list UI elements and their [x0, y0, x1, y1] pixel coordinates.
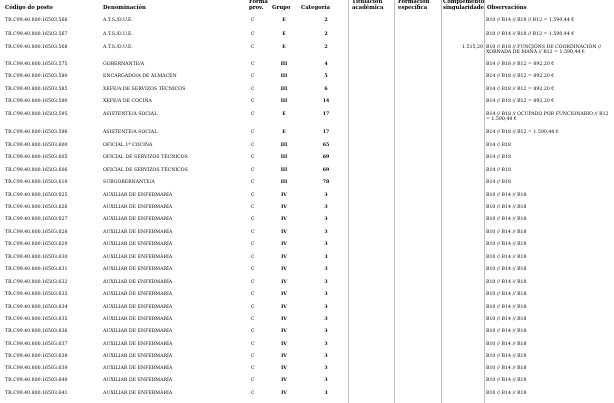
cell-categoria: 3	[324, 242, 328, 247]
cell-forma-prov: C	[251, 180, 255, 185]
cell-denominacion: AUXILIAR DE ENFERMARÍA	[103, 205, 173, 210]
cell-grupo: IV	[281, 305, 287, 310]
cell-categoria: 78	[322, 180, 330, 185]
cell-codigo: TR.C99.40.800.16503.626	[5, 205, 68, 210]
cell-codigo: TR.C99.40.800.16503.631	[5, 267, 68, 272]
cell-forma-prov: C	[251, 74, 255, 79]
cell-grupo: IV	[281, 354, 287, 359]
header-codigo: Código do posto	[5, 5, 53, 11]
header-complemento-2: singularidade	[443, 5, 484, 11]
cell-forma-prov: C	[251, 205, 255, 210]
cell-denominacion: OFICIAL DE SERVIZOS TÉCNICOS	[103, 168, 188, 173]
cell-denominacion: AUXILIAR DE ENFERMARÍA	[103, 292, 173, 297]
cell-observacions: B10 // B14 // B18	[486, 366, 527, 371]
cell-categoria: 6	[324, 87, 328, 92]
header-forma-prov-1: Forma	[249, 0, 268, 5]
cell-codigo: TR.C99.40.800.16503.566	[5, 18, 68, 23]
cell-categoria: 3	[324, 255, 328, 260]
cell-categoria: 3	[324, 305, 328, 310]
cell-codigo: TR.C99.40.800.16503.641	[5, 391, 68, 396]
cell-observacions: B10 // B14 // B18	[486, 217, 527, 222]
cell-observacions: B10 // B14 // B18	[486, 267, 527, 272]
header-complemento-1: Complemento	[443, 0, 485, 5]
cell-observacions: B10 // B14 // B18	[486, 378, 527, 383]
column-divider	[441, 0, 442, 403]
cell-categoria: 4	[324, 62, 328, 67]
cell-categoria: 2	[324, 18, 328, 23]
cell-forma-prov: C	[251, 267, 255, 272]
cell-denominacion: AUXILIAR DE ENFERMARÍA	[103, 391, 173, 396]
cell-observacions: B14 // B18 // B12 = 1.590,44 €	[486, 130, 559, 135]
cell-grupo: IV	[281, 242, 287, 247]
cell-forma-prov: C	[251, 143, 255, 148]
cell-denominacion: AUXILIAR DE ENFERMARÍA	[103, 342, 173, 347]
cell-codigo: TR.C99.40.800.16503.580	[5, 74, 68, 79]
cell-forma-prov: C	[251, 112, 255, 117]
cell-observacions: B10 // B14 // B18	[486, 305, 527, 310]
cell-categoria: 17	[322, 112, 330, 117]
cell-forma-prov: C	[251, 329, 255, 334]
cell-denominacion: AUXILIAR DE ENFERMARÍA	[103, 242, 173, 247]
cell-observacions: B10 // B14 // B18	[486, 317, 527, 322]
cell-observacions: B14 // B18 // OCUPADO POR FUNCIONARIO // B12 = 1.590,44 €	[486, 112, 609, 122]
cell-codigo: TR.C99.40.800.16503.638	[5, 354, 68, 359]
cell-codigo: TR.C99.40.800.16503.636	[5, 329, 68, 334]
cell-categoria: 3	[324, 329, 328, 334]
cell-forma-prov: C	[251, 242, 255, 247]
cell-forma-prov: C	[251, 230, 255, 235]
cell-grupo: E	[282, 18, 286, 23]
cell-denominacion: AUXILIAR DE ENFERMARÍA	[103, 267, 173, 272]
cell-grupo: IV	[281, 255, 287, 260]
cell-observacions: B10 // B14 // B18	[486, 255, 527, 260]
cell-codigo: TR.C99.40.800.16503.637	[5, 342, 68, 347]
cell-forma-prov: C	[251, 354, 255, 359]
cell-categoria: 3	[324, 280, 328, 285]
cell-codigo: TR.C99.40.800.16503.634	[5, 305, 68, 310]
cell-categoria: 3	[324, 391, 328, 396]
cell-codigo: TR.C99.40.800.16503.600	[5, 143, 68, 148]
cell-observacions: B10 // B14 // B18	[486, 230, 527, 235]
cell-codigo: TR.C99.40.800.16503.568	[5, 45, 68, 50]
cell-codigo: TR.C99.40.800.16503.575	[5, 62, 68, 67]
cell-complemento: 1.515,20	[462, 45, 483, 50]
cell-observacions: B14 // B18 // B12 = 892,20 €	[486, 62, 555, 67]
cell-observacions: B14 // B18	[486, 168, 511, 173]
cell-observacions: B10 // B14 // B18	[486, 292, 527, 297]
cell-grupo: III	[280, 99, 288, 104]
cell-codigo: TR.C99.40.800.16503.610	[5, 180, 68, 185]
cell-denominacion: AUXILIAR DE ENFERMARÍA	[103, 280, 173, 285]
cell-grupo: IV	[281, 329, 287, 334]
cell-forma-prov: C	[251, 305, 255, 310]
cell-grupo: E	[282, 130, 286, 135]
cell-codigo: TR.C99.40.800.16503.630	[5, 255, 68, 260]
cell-categoria: 3	[324, 366, 328, 371]
cell-forma-prov: C	[251, 62, 255, 67]
cell-grupo: III	[280, 62, 288, 67]
cell-categoria: 14	[322, 99, 330, 104]
cell-categoria: 3	[324, 267, 328, 272]
cell-grupo: III	[280, 74, 288, 79]
cell-forma-prov: C	[251, 378, 255, 383]
cell-categoria: 17	[322, 130, 330, 135]
cell-codigo: TR.C99.40.800.16503.632	[5, 280, 68, 285]
cell-grupo: III	[280, 143, 288, 148]
cell-grupo: IV	[281, 267, 287, 272]
header-formacion-2: específica	[398, 5, 428, 11]
cell-observacions: B10 // B14 // B18	[486, 329, 527, 334]
cell-observacions: B10 // B14 // B18	[486, 193, 527, 198]
cell-categoria: 65	[322, 143, 330, 148]
cell-categoria: 69	[322, 155, 330, 160]
column-divider	[394, 0, 395, 403]
cell-grupo: III	[280, 168, 288, 173]
cell-denominacion: ENCARGADO/A DE ALMACÉN	[103, 74, 177, 79]
cell-codigo: TR.C99.40.800.16503.585	[5, 87, 68, 92]
column-divider	[348, 0, 349, 403]
cell-forma-prov: C	[251, 217, 255, 222]
cell-observacions: B10 // B14 // B18 // B12 = 1.590,44 €	[486, 32, 575, 37]
cell-observacions: B14 // B18 // B12 = 892,20 €	[486, 74, 555, 79]
cell-denominacion: AUXILIAR DE ENFERMARÍA	[103, 305, 173, 310]
header-grupo: Grupo	[272, 5, 291, 11]
cell-forma-prov: C	[251, 18, 255, 23]
cell-grupo: IV	[281, 391, 287, 396]
cell-observacions: B14 // B18 // B12 = 892,20 €	[486, 99, 555, 104]
header-forma-prov-2: prov.	[249, 5, 264, 11]
cell-observacions: B10 // B14 // B18	[486, 280, 527, 285]
cell-codigo: TR.C99.40.800.16503.596	[5, 130, 68, 135]
cell-forma-prov: C	[251, 342, 255, 347]
cell-observacions: B14 // B18	[486, 155, 511, 160]
column-divider	[484, 0, 485, 403]
cell-grupo: IV	[281, 205, 287, 210]
cell-codigo: TR.C99.40.800.16503.640	[5, 378, 68, 383]
cell-forma-prov: C	[251, 45, 255, 50]
cell-observacions: B10 // B14 // B18	[486, 242, 527, 247]
cell-forma-prov: C	[251, 292, 255, 297]
cell-denominacion: AUXILIAR DE ENFERMARÍA	[103, 230, 173, 235]
cell-grupo: IV	[281, 217, 287, 222]
cell-forma-prov: C	[251, 280, 255, 285]
cell-grupo: IV	[281, 378, 287, 383]
cell-denominacion: AUXILIAR DE ENFERMARÍA	[103, 217, 173, 222]
cell-forma-prov: C	[251, 391, 255, 396]
cell-categoria: 5	[324, 74, 328, 79]
cell-denominacion: ASISTENTE/A SOCIAL	[103, 112, 158, 117]
cell-denominacion: XEFE/A DE COCIÑA	[103, 99, 152, 104]
cell-categoria: 3	[324, 230, 328, 235]
cell-categoria: 3	[324, 292, 328, 297]
header-titulacion-2: académica	[352, 5, 384, 11]
cell-grupo: IV	[281, 230, 287, 235]
cell-denominacion: A.T.S./D.U.E.	[103, 18, 133, 23]
cell-categoria: 69	[322, 168, 330, 173]
cell-denominacion: AUXILIAR DE ENFERMARÍA	[103, 317, 173, 322]
cell-grupo: IV	[281, 280, 287, 285]
cell-categoria: 3	[324, 217, 328, 222]
cell-codigo: TR.C99.40.800.16503.625	[5, 193, 68, 198]
cell-grupo: IV	[281, 342, 287, 347]
header-categoria: Categoría	[301, 5, 330, 11]
cell-codigo: TR.C99.40.800.16503.567	[5, 32, 68, 37]
cell-codigo: TR.C99.40.800.16503.628	[5, 230, 68, 235]
cell-codigo: TR.C99.40.800.16503.606	[5, 168, 68, 173]
cell-observacions: B10 // B18 // FUNCIÓNS DE COORDINACIÓN // XORNADA DE MAÑÁ // B12 = 1.590,44 €	[486, 45, 602, 55]
cell-forma-prov: C	[251, 130, 255, 135]
cell-forma-prov: C	[251, 168, 255, 173]
cell-denominacion: SUBGOBERNANTE/A	[103, 180, 155, 185]
cell-observacions: B10 // B14 // B18	[486, 391, 527, 396]
cell-grupo: E	[282, 112, 286, 117]
cell-forma-prov: C	[251, 99, 255, 104]
cell-grupo: IV	[281, 193, 287, 198]
cell-denominacion: OFICIAL 1ª COCIÑA	[103, 143, 153, 148]
cell-forma-prov: C	[251, 155, 255, 160]
cell-observacions: B14 // B18	[486, 180, 511, 185]
cell-grupo: IV	[281, 366, 287, 371]
cell-observacions: B14 // B18 // B12 = 892,20 €	[486, 87, 555, 92]
cell-codigo: TR.C99.40.800.16503.627	[5, 217, 68, 222]
cell-forma-prov: C	[251, 317, 255, 322]
cell-observacions: B10 // B14 // B18	[486, 342, 527, 347]
cell-grupo: IV	[281, 317, 287, 322]
cell-forma-prov: C	[251, 255, 255, 260]
cell-grupo: E	[282, 32, 286, 37]
cell-denominacion: AUXILIAR DE ENFERMARÍA	[103, 255, 173, 260]
cell-categoria: 2	[324, 32, 328, 37]
cell-denominacion: AUXILIAR DE ENFERMARÍA	[103, 354, 173, 359]
cell-codigo: TR.C99.40.800.16503.605	[5, 155, 68, 160]
cell-observacions: B10 // B14 // B18	[486, 354, 527, 359]
cell-forma-prov: C	[251, 87, 255, 92]
cell-forma-prov: C	[251, 32, 255, 37]
cell-grupo: IV	[281, 292, 287, 297]
cell-grupo: E	[282, 45, 286, 50]
cell-grupo: III	[280, 155, 288, 160]
cell-grupo: III	[280, 180, 288, 185]
header-formacion-1: Formación	[398, 0, 430, 5]
cell-observacions: B10 // B14 // B18	[486, 205, 527, 210]
cell-categoria: 3	[324, 378, 328, 383]
cell-categoria: 3	[324, 205, 328, 210]
cell-categoria: 2	[324, 45, 328, 50]
header-observacions: Observacións	[487, 5, 527, 11]
cell-forma-prov: C	[251, 193, 255, 198]
cell-denominacion: XEFE/A DE SERVIZOS TÉCNICOS	[103, 87, 186, 92]
cell-categoria: 3	[324, 354, 328, 359]
cell-denominacion: AUXILIAR DE ENFERMARÍA	[103, 366, 173, 371]
cell-denominacion: A.T.S./D.U.E.	[103, 32, 133, 37]
cell-observacions: B10 // B14 // B18 // B12 = 1.590,44 €	[486, 18, 575, 23]
cell-codigo: TR.C99.40.800.16503.629	[5, 242, 68, 247]
cell-denominacion: ASISTENTE/A SOCIAL	[103, 130, 158, 135]
cell-grupo: III	[280, 87, 288, 92]
cell-denominacion: OFICIAL DE SERVIZOS TÉCNICOS	[103, 155, 188, 160]
cell-denominacion: AUXILIAR DE ENFERMARÍA	[103, 193, 173, 198]
cell-codigo: TR.C99.40.800.16503.635	[5, 317, 68, 322]
cell-denominacion: AUXILIAR DE ENFERMARÍA	[103, 378, 173, 383]
header-titulacion-1: Titulación	[352, 0, 383, 5]
cell-denominacion: GOBERNANTE/A	[103, 62, 145, 67]
cell-codigo: TR.C99.40.800.16503.633	[5, 292, 68, 297]
cell-categoria: 3	[324, 317, 328, 322]
cell-codigo: TR.C99.40.800.16503.595	[5, 112, 68, 117]
cell-denominacion: AUXILIAR DE ENFERMARÍA	[103, 329, 173, 334]
cell-categoria: 3	[324, 342, 328, 347]
cell-forma-prov: C	[251, 366, 255, 371]
cell-codigo: TR.C99.40.800.16503.590	[5, 99, 68, 104]
cell-categoria: 3	[324, 193, 328, 198]
header-denominacion: Denominación	[103, 5, 146, 11]
cell-codigo: TR.C99.40.800.16503.639	[5, 366, 68, 371]
cell-denominacion: A.T.S./D.U.E.	[103, 45, 133, 50]
cell-observacions: B14 // B18	[486, 143, 511, 148]
